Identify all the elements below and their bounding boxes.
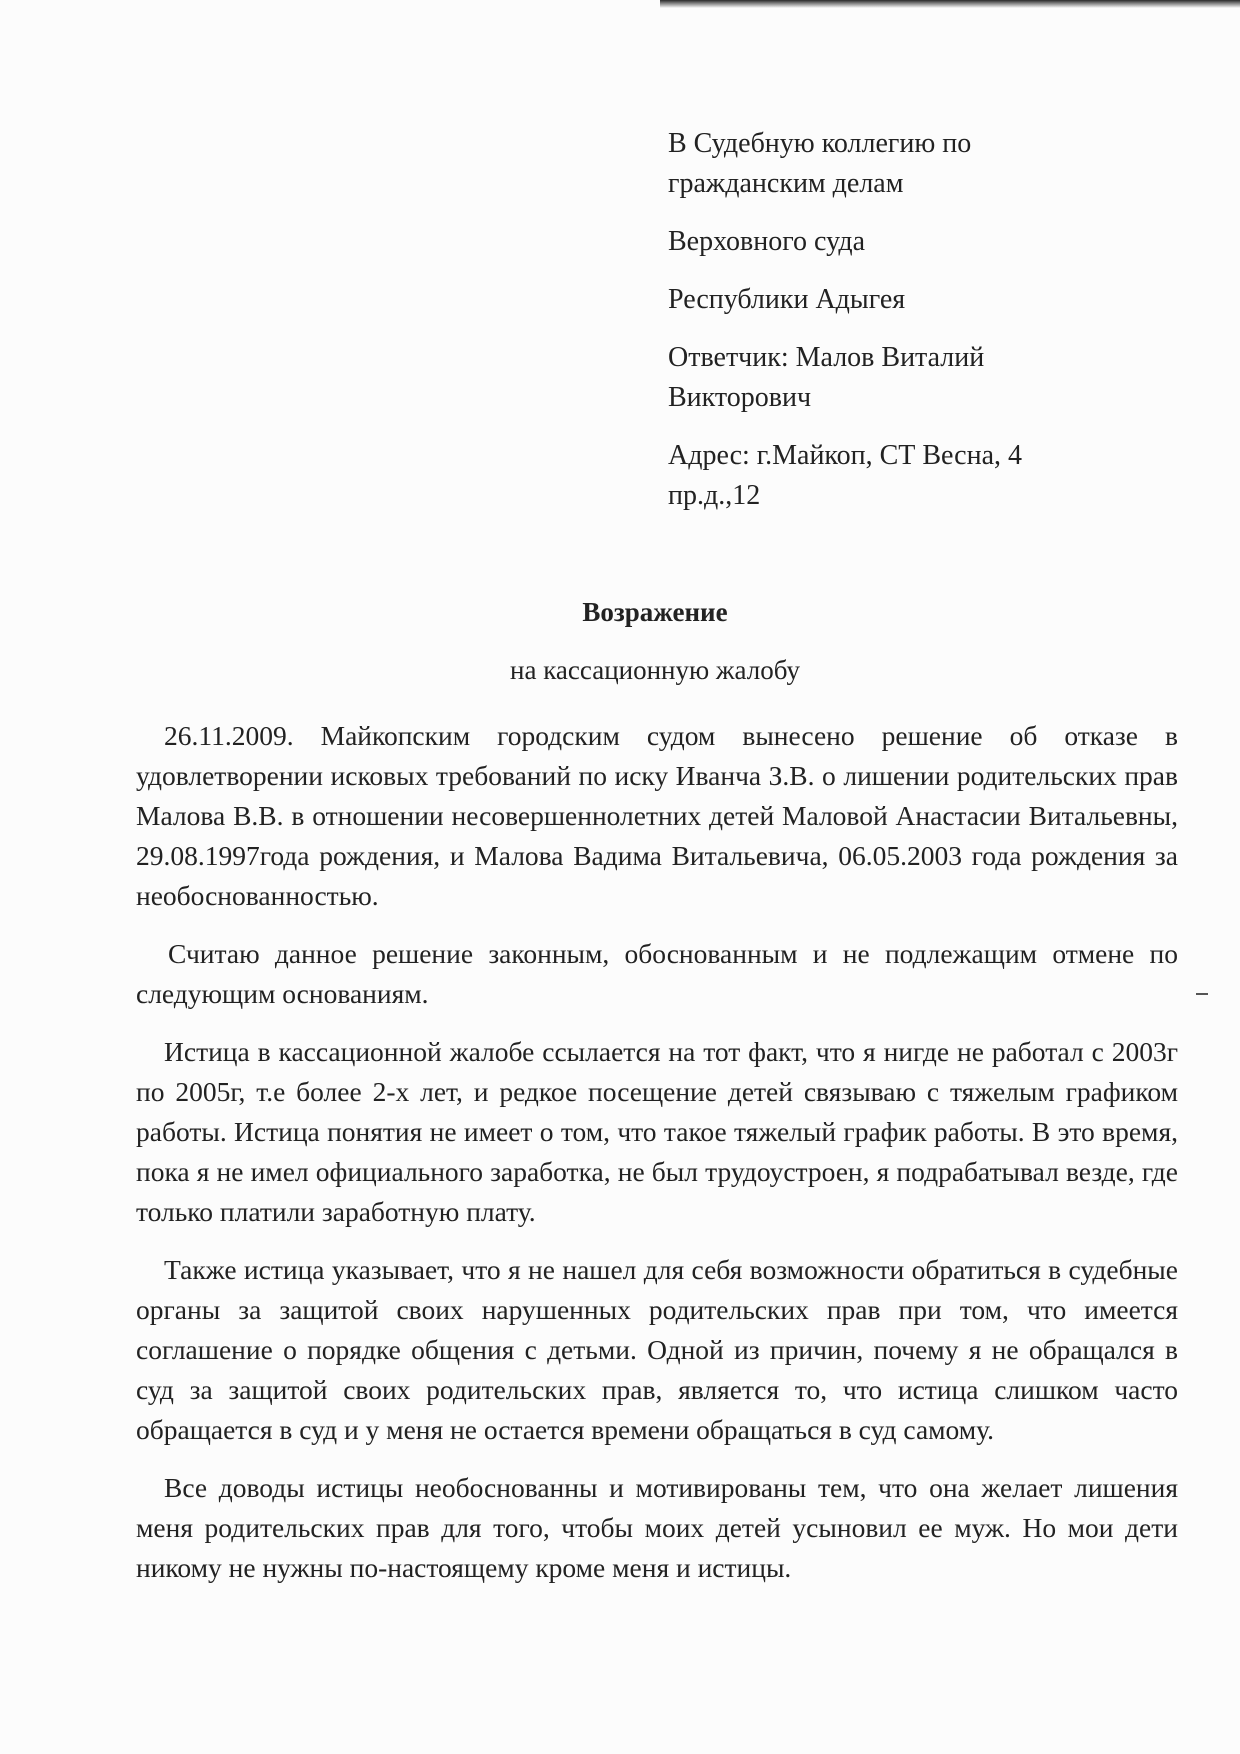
scan-shadow-edge xyxy=(660,0,1240,8)
body-paragraph-5: Все доводы истицы необоснованны и мотивированы тем, что она желает лишения меня родительских прав для того, чтобы моих детей усыновил ее муж. Но мои дети никому не нужны по-настоящему кроме меня и истицы. xyxy=(136,1472,1178,1583)
address-line-2: пр.д.,12 xyxy=(668,480,761,511)
document-subtitle: на кассационную жалобу xyxy=(510,655,800,685)
court-line-4: Республики Адыгея xyxy=(668,284,906,315)
address-line-1: Адрес: г.Майкоп, СТ Весна, 4 xyxy=(668,440,1023,471)
court-name xyxy=(668,124,1088,204)
document-title: Возражение xyxy=(582,597,728,627)
scan-artifact-mark xyxy=(1196,993,1208,995)
defendant-line-2: Викторович xyxy=(668,382,812,413)
court-line-2: гражданским делам xyxy=(668,168,904,199)
court-line-1: В Судебную коллегию по xyxy=(668,128,972,159)
body-paragraph-3: Истица в кассационной жалобе ссылается на тот факт, что я нигде не работал с 2003г по 2005г, т.е более 2-х лет, и редкое посещение детей связываю с тяжелым графиком работы. Истица понятия не имеет о том, что такое тяжелый график работы. В это время, пока я не имел официального заработка, не был трудоустроен, я подрабатывал везде, где только платили заработную плату. xyxy=(136,1036,1178,1227)
body-paragraph-2: Считаю данное решение законным, обоснованным и не подлежащим отмене по следующим основаниям. xyxy=(136,938,1178,1009)
body-paragraph-4: Также истица указывает, что я не нашел для себя возможности обратиться в судебные органы за защитой своих нарушенных родительских прав при том, что имеется соглашение о порядке общения с детьми. Одной из причин, почему я не обращался в суд за защитой своих родительских прав, является то, что истица слишком часто обращается в суд и у меня не остается времени обращаться в суд самому. xyxy=(136,1254,1178,1445)
addressee-block xyxy=(668,124,1088,534)
address-block xyxy=(668,436,1088,516)
defendant-line-1: Ответчик: Малов Виталий xyxy=(668,342,985,373)
court-line-3: Верховного суда xyxy=(668,226,865,257)
body-paragraph-1: 26.11.2009. Майкопским городским судом вынесено решение об отказе в удовлетворении исковых требований по иску Иванча З.В. о лишении родительских прав Малова В.В. в отношении несовершеннолетних детей Маловой Анастасии Витальевны, 29.08.1997года рождения, и Малова Вадима Витальевича, 06.05.2003 года рождения за необоснованностью. xyxy=(136,720,1178,911)
document-body xyxy=(136,716,1178,1606)
defendant-block xyxy=(668,338,1088,418)
